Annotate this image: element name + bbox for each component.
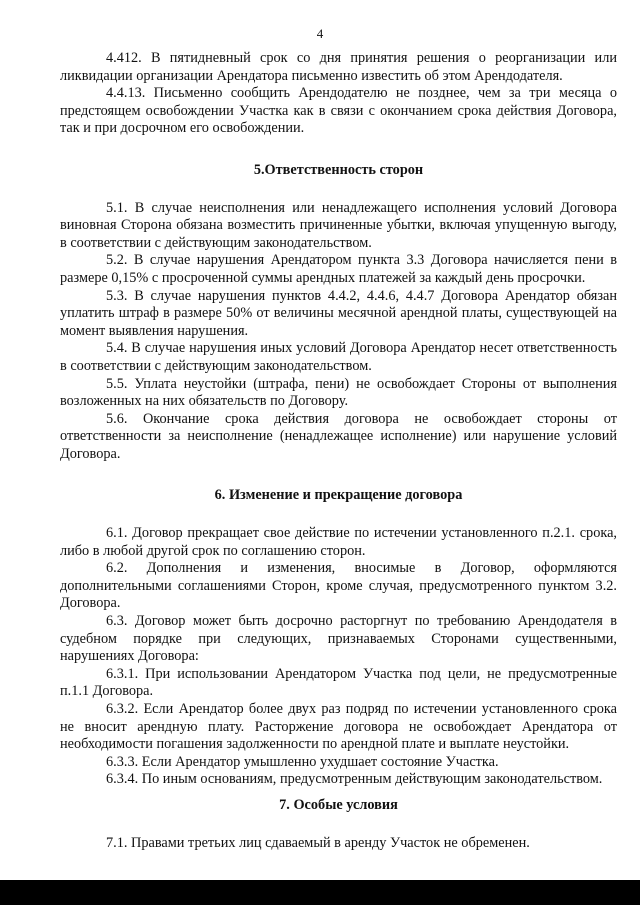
- paragraph-4-4-12: 4.412. В пятидневный срок со дня принятия решения о реорганизации или ликвидации организации Арендатора письменно известить об этом Арендодателя.: [60, 50, 617, 84]
- section-6-title: 6. Изменение и прекращение договора: [214, 487, 463, 504]
- paragraph-6-2: 6.2. Дополнения и изменения, вносимые в Договор, оформляются дополнительными соглашениями Сторон, кроме случая, предусмотренного пунктом 3.2. Договора.: [60, 560, 617, 612]
- paragraph-5-3: 5.3. В случае нарушения пунктов 4.4.2, 4.4.6, 4.4.7 Договора Арендатор обязан уплатить штраф в размере 50% от величины месячной арендной платы, существующей на момент выявления нарушения.: [60, 287, 617, 339]
- paragraph-6-3-4: 6.3.4. По иным основаниям, предусмотренным действующим законодательством.: [106, 771, 603, 788]
- paragraph-5-2: 5.2. В случае нарушения Арендатором пункта 3.3 Договора начисляется пени в размере 0,15% с просроченной суммы арендных платежей за каждый день просрочки.: [60, 252, 617, 286]
- paragraph-7-1: 7.1. Правами третьих лиц сдаваемый в аренду Участок не обременен.: [106, 834, 530, 851]
- paragraph-5-4: 5.4. В случае нарушения иных условий Договора Арендатор несет ответственность в соответствии с действующим законодательством.: [60, 340, 617, 374]
- paragraph-6-3-1: 6.3.1. При использовании Арендатором Участка под цели, не предусмотренные п.1.1 Договора.: [60, 665, 617, 700]
- paragraph-5-1: 5.1. В случае неисполнения или ненадлежащего исполнения условий Договора виновная Сторона обязана возместить причиненные убытки, включая упущенную выгоду, в соответствии с действующим законодательством.: [60, 199, 617, 251]
- scan-bottom-bar: [0, 880, 640, 905]
- paragraph-5-6: 5.6. Окончание срока действия договора не освобождает стороны от ответственности за неисполнение (ненадлежащее исполнение) или нарушение условий Договора.: [60, 410, 617, 462]
- paragraph-6-3-2: 6.3.2. Если Арендатор более двух раз подряд по истечении установленного срока не вносит арендную плату. Расторжение договора не освобождает Арендатора от необходимости погашения задолженности по арендной плате и выплате неустойки.: [60, 701, 617, 753]
- paragraph-6-1: 6.1. Договор прекращает свое действие по истечении установленного п.2.1. срока, либо в любой другой срок по соглашению сторон.: [60, 525, 617, 559]
- section-7-title: 7. Особые условия: [279, 796, 398, 813]
- paragraph-6-3: 6.3. Договор может быть досрочно расторгнут по требованию Арендодателя в судебном порядке при следующих, признаваемых Сторонами существенными, нарушениях Договора:: [60, 613, 617, 665]
- paragraph-4-4-13: 4.4.13. Письменно сообщить Арендодателю не позднее, чем за три месяца о предстоящем освобождении Участка как в связи с окончанием срока действия Договора, так и при досрочном его освобождении.: [60, 85, 617, 137]
- paragraph-6-3-3: 6.3.3. Если Арендатор умышленно ухудшает состояние Участка.: [106, 753, 499, 770]
- document-body: [60, 50, 617, 852]
- section-5-title: 5.Ответственность сторон: [253, 161, 424, 178]
- page-number: 4: [316, 26, 324, 41]
- paragraph-5-5: 5.5. Уплата неустойки (штрафа, пени) не освобождает Стороны от выполнения возложенных на них обязательств по Договору.: [60, 375, 617, 410]
